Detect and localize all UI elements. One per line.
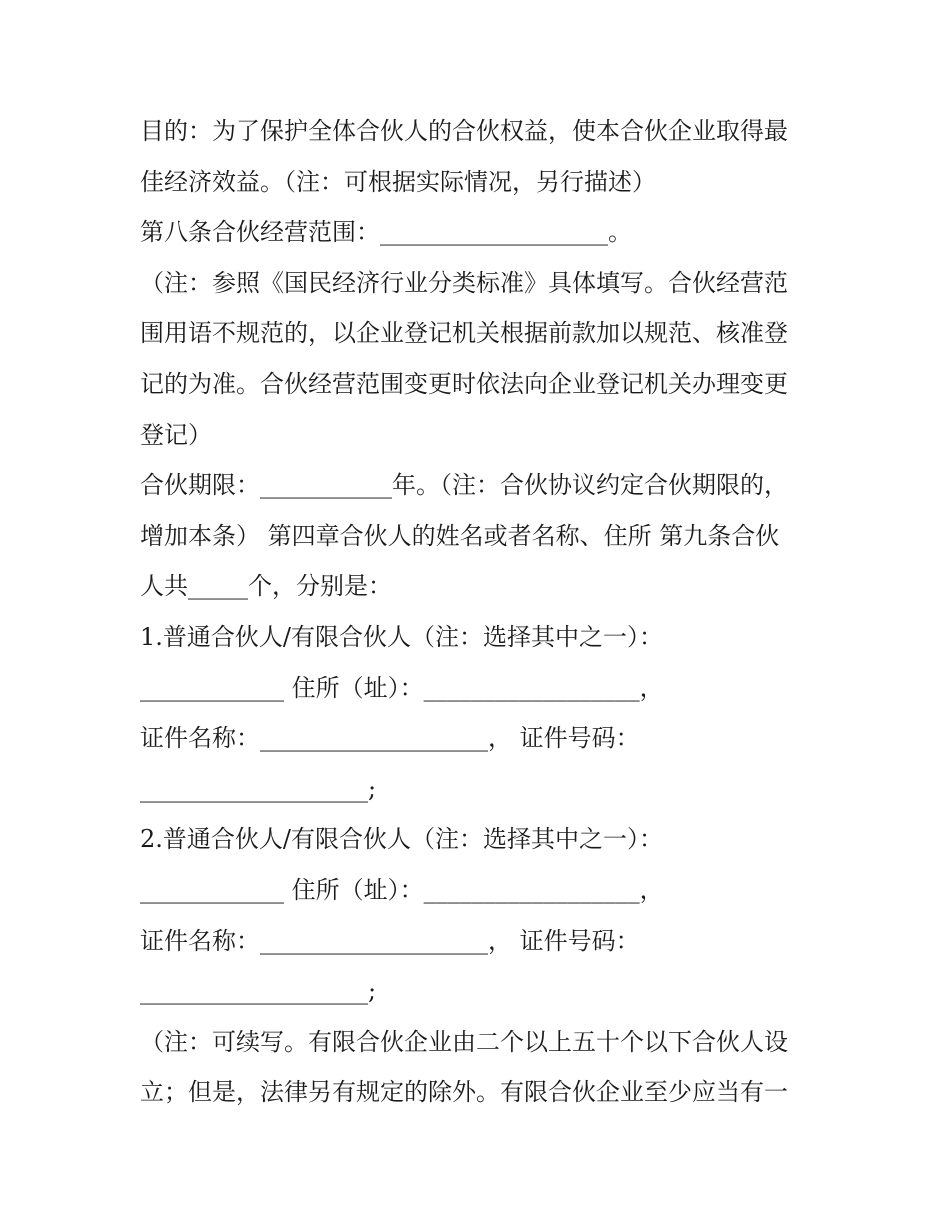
text-line: 登记） xyxy=(140,420,212,449)
text-line: 2.普通合伙人/有限合伙人（注：选择其中之一）： xyxy=(140,825,663,854)
text-line: 第八条合伙经营范围：___________________。 xyxy=(140,218,632,247)
text-line: （注：参照《国民经济行业分类标准》具体填写。合伙经营范 xyxy=(140,268,788,297)
text-line: 围用语不规范的，以企业登记机关根据前款加以规范、核准登 xyxy=(140,319,788,348)
text-line: 证件名称：___________________， 证件号码： xyxy=(140,926,640,955)
text-line: ____________ 住所（址）：__________________， xyxy=(140,875,664,904)
text-line: ___________________; xyxy=(140,977,377,1006)
text-line: 1.普通合伙人/有限合伙人（注：选择其中之一）： xyxy=(140,622,663,651)
text-line: 增加本条） 第四章合伙人的姓名或者名称、住所 第九条合伙 xyxy=(140,521,780,550)
text-line: 记的为准。合伙经营范围变更时依法向企业登记机关办理变更 xyxy=(140,369,788,398)
text-line: 目的：为了保护全体合伙人的合伙权益，使本合伙企业取得最 xyxy=(140,117,788,145)
document-body xyxy=(140,106,820,1118)
text-line: 合伙期限：___________年。（注：合伙协议约定合伙期限的， xyxy=(140,471,788,500)
text-line: （注：可续写。有限合伙企业由二个以上五十个以下合伙人设 xyxy=(140,1027,788,1056)
text-line: ____________ 住所（址）：__________________， xyxy=(140,673,664,702)
text-line: 立；但是，法律另有规定的除外。有限合伙企业至少应当有一 xyxy=(140,1078,788,1107)
text-line: ___________________; xyxy=(140,774,377,803)
text-line: 证件名称：___________________， 证件号码： xyxy=(140,724,640,753)
text-line: 人共_____个，分别是： xyxy=(140,572,392,601)
text-line: 佳经济效益。（注：可根据实际情况，另行描述） xyxy=(140,167,656,196)
